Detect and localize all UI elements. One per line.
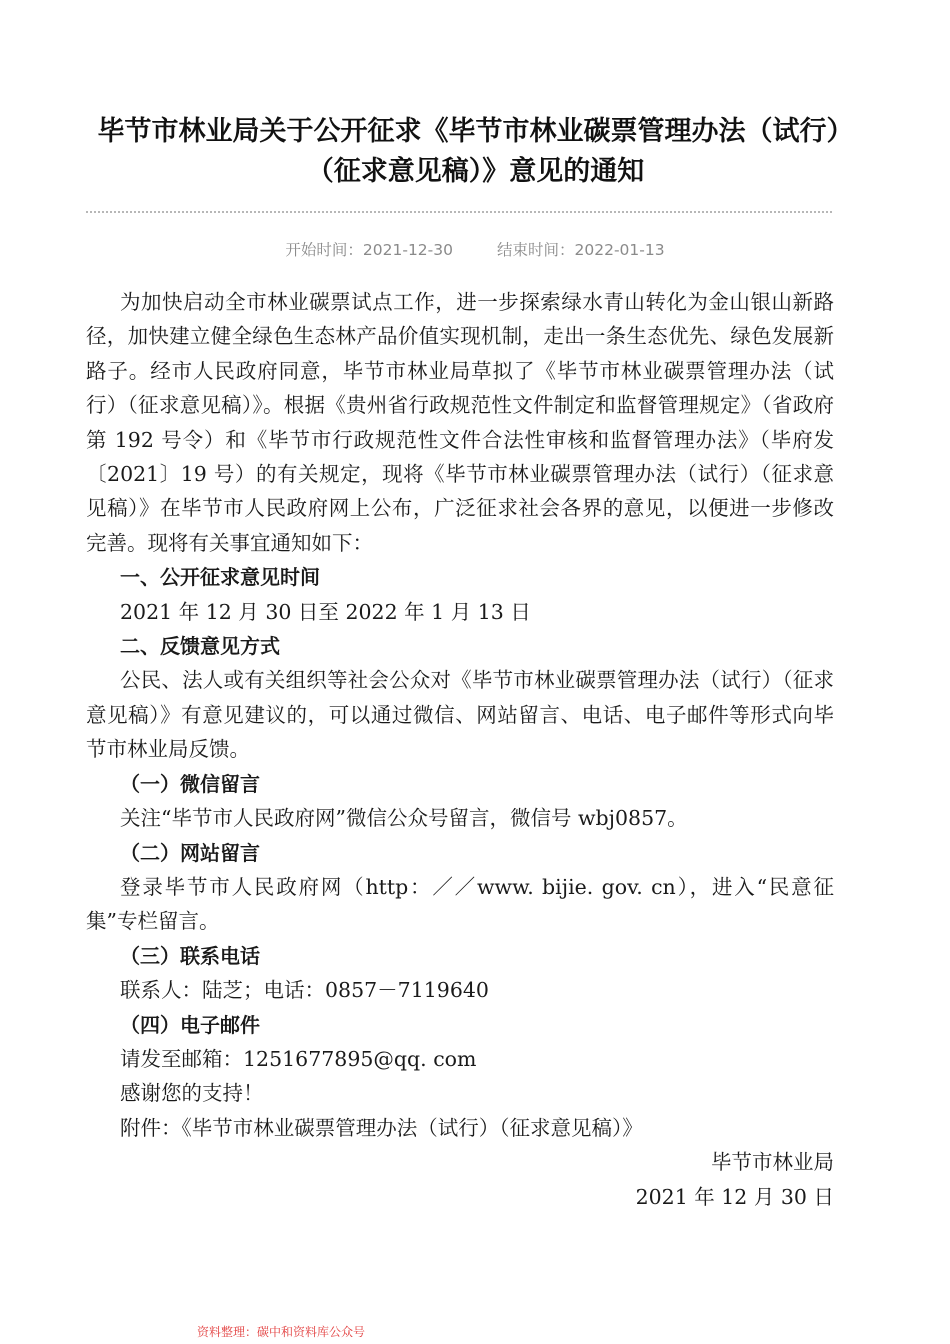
page-title: 毕节市林业局关于公开征求《毕节市林业碳票管理办法（试行）（征求意见稿）》意见的通知 [97,116,854,187]
text-phone: 联系人：陆芝；电话：0857－7119640 [120,978,489,1003]
end-date: 2022-01-13 [574,241,665,259]
signature-date: 2021 年 12 月 30 日 [635,1184,834,1209]
start-date: 2021-12-30 [362,241,453,259]
subheading-email: （四）电子邮件 [120,1012,260,1037]
text-website: 登录毕节市人民政府网（http：／／www. bijie. gov. cn），进入“民意征集”专栏留言。 [86,874,834,934]
subheading-website: （二）网站留言 [120,840,260,865]
signature-org: 毕节市林业局 [711,1150,834,1175]
section-heading-feedback: 二、反馈意见方式 [120,634,280,659]
start-label: 开始时间： [285,241,363,259]
subheading-phone: （三）联系电话 [120,943,260,968]
date-range [0,238,950,260]
intro-paragraph: 为加快启动全市林业碳票试点工作，进一步探索绿水青山转化为金山银山新路径，加快建立健全绿色生态林产品价值实现机制，走出一条生态优先、绿色发展新路子。经市人民政府同意，毕节市林业局草拟了《毕节市林业碳票管理办法（试行）（征求意见稿）》。根据《贵州省行政规范性文件制定和监督管理规定》（省政府第 192 号令）和《毕节市行政规范性文件合法性审核和监督管理办法》（毕府发〔2021〕19 号）的有关规定，现将《毕节市林业碳票管理办法（试行）（征求意见稿）》在毕节市人民政府网上公布，广泛征求社会各界的意见，以便进一步修改完善。现将有关事宜通知如下： [86,290,834,555]
section-heading-time: 一、公开征求意见时间 [120,565,320,590]
thanks-text: 感谢您的支持！ [120,1081,264,1106]
section-text-feedback: 公民、法人或有关组织等社会公众对《毕节市林业碳票管理办法（试行）（征求意见稿）》有意见建议的，可以通过微信、网站留言、电话、电子邮件等形式向毕节市林业局反馈。 [86,668,834,762]
document-body [86,285,834,1214]
section-text-time: 2021 年 12 月 30 日至 2022 年 1 月 13 日 [120,599,531,624]
end-label: 结束时间： [497,241,575,259]
attachment-text: 附件：《毕节市林业碳票管理办法（试行）（征求意见稿）》 [120,1115,643,1140]
text-wechat: 关注“毕节市人民政府网”微信公众号留言，微信号 wbj0857。 [120,806,688,831]
watermark-text: 资料整理：碳中和资料库公众号 [197,1325,366,1339]
subheading-wechat: （一）微信留言 [120,771,260,796]
text-email: 请发至邮箱：1251677895@qq. com [120,1046,477,1071]
dotted-divider [86,211,832,213]
